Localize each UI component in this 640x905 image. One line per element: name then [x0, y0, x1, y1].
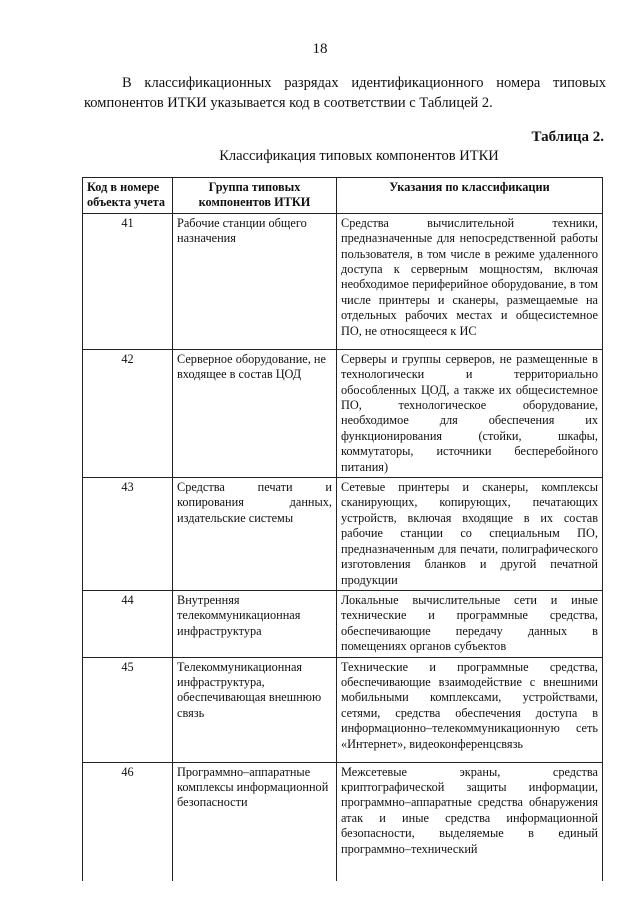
cell-rule: Сетевые принтеры и сканеры, комплексы сканирующих, копирующих, печатающих устройств, включая входящие в их состав рабочие станции со специальным ПО, предназначенным для печати, полиграфического изготовления бланков и другой печатной продукции [337, 478, 603, 591]
table-row [83, 590, 603, 657]
cell-group: Программно–аппаратные комплексы информационной безопасности [173, 762, 337, 881]
cell-rule: Серверы и группы серверов, не размещенные в технологически и территориально обособленных ЦОД, а также их общесистемное ПО, технологическое оборудование, необходимое для обеспечения их функционирования (стойки, шкафы, коммутаторы, источники бесперебойного питания) [337, 349, 603, 477]
table-row [83, 657, 603, 762]
cell-code: 44 [83, 590, 173, 657]
cell-code: 45 [83, 657, 173, 762]
table-row [83, 478, 603, 591]
table-label: Таблица 2. [531, 129, 604, 145]
cell-code: 42 [83, 349, 173, 477]
header-rule: Указания по классификации [337, 178, 603, 214]
cell-group: Средства печати и копирования данных, издательские системы [173, 478, 337, 591]
table-caption: Классификация типовых компонентов ИТКИ [219, 148, 499, 164]
table-header-row [83, 178, 603, 214]
cell-rule: Технические и программные средства, обеспечивающие взаимодействие с внешними мобильными комплексами, устройствами, сетями, средства обеспечения доступа в информационно–телекоммуникационную сеть «Интернет», видеоконференцсвязь [337, 657, 603, 762]
intro-paragraph: В классификационных разрядах идентификационного номера типовых компонентов ИТКИ указывается код в соответствии с Таблицей 2. [84, 75, 606, 111]
cell-code: 41 [83, 213, 173, 349]
header-code: Код в номере объекта учета [83, 178, 173, 214]
cell-code: 43 [83, 478, 173, 591]
classification-table [82, 177, 603, 881]
header-group: Группа типовых компонентов ИТКИ [173, 178, 337, 214]
cell-code: 46 [83, 762, 173, 881]
table-row [83, 762, 603, 881]
table-row [83, 213, 603, 349]
cell-group: Телекоммуникационная инфраструктура, обеспечивающая внешнюю связь [173, 657, 337, 762]
page-number: 18 [312, 41, 328, 57]
cell-rule: Средства вычислительной техники, предназначенные для непосредственной работы пользователя, в том числе в режиме удаленного доступа к серверным мощностям, включая необходимое периферийное оборудование, в том числе принтеры и сканеры, размещаемые на отдельных рабочих местах и общесистемное ПО, не относящееся к ИС [337, 213, 603, 349]
cell-group: Рабочие станции общего назначения [173, 213, 337, 349]
cell-rule: Локальные вычислительные сети и иные технические и программные средства, обеспечивающие передачу данных в помещениях органов субъектов [337, 590, 603, 657]
cell-rule: Межсетевые экраны, средства криптографической защиты информации, программно–аппаратные средства обнаружения атак и иные средства информационной безопасности, выделяемые в единый программно–технический [337, 762, 603, 881]
table-row [83, 349, 603, 477]
cell-group: Серверное оборудование, не входящее в состав ЦОД [173, 349, 337, 477]
cell-group: Внутренняя телекоммуникационная инфраструктура [173, 590, 337, 657]
